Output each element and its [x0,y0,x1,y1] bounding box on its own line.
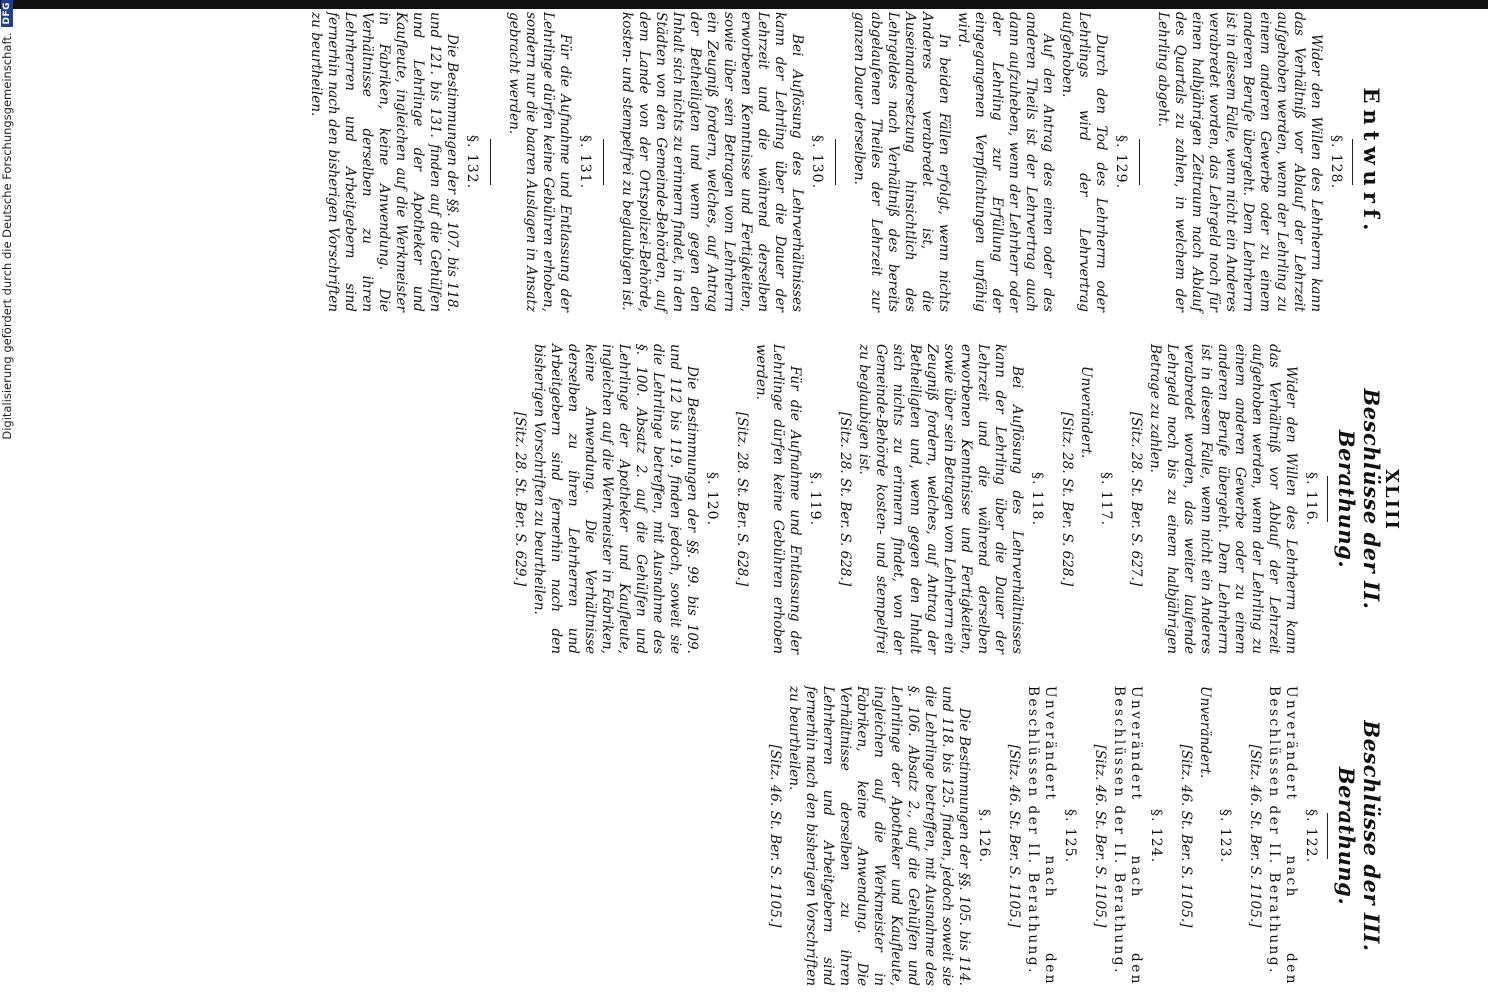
reference-citation: [Sitz. 46. St. Ber. S. 1105.] [1006,744,1022,928]
section-118 [837,344,1045,654]
section-heading: §. 132. [464,134,480,190]
section-130 [618,12,825,312]
section-paragraph: Wider den Willen des Lehrherrn kann das Verhältniß vor Ablauf der Lehrzeit aufgehoben werden, wenn der Lehrling zu einem anderen Gewerbe oder zu einem anderen Berufe übergeht. Dem Lehrherrn ist in diesem Falle, wenn nicht ein Anderes verabredet worden, das weiter laufende Lehrgeld noch bis zu einem halbjährigen Betrage zu zahlen. [1147,344,1299,654]
section-paragraph: Für die Aufnahme und Entlassung der Lehrlinge dürfen keine Gebühren erhoben, sondern nur die baaren Auslagen in Ansatz gebracht werden. [506,12,573,312]
section-heading: §. 117. [1098,471,1114,527]
section-122 [1247,686,1319,986]
section-paragraph: In beiden Fällen erfolgt, wenn nichts Anderes verabredet ist, die Auseinandersetzung hinsichtlich des Lehrgeldes nach Verhältniß des bereits abgelaufenen Theiles der Lehrzeit zur ganzen Dauer derselben. [851,12,952,312]
section-heading: §. 129. [1113,134,1129,190]
section-heading: §. 116. [1303,471,1319,527]
column-title: Beschlüsse der III. Berathung. [1334,720,1384,952]
title-rule [1352,139,1353,185]
column-title: Entwurf. [1359,87,1384,237]
section-125 [1006,686,1078,986]
section-heading: §. 122. [1303,808,1319,864]
section-129 [850,12,1129,312]
section-123 [1178,686,1233,986]
section-heading: §. 128. [1328,134,1344,190]
reference-citation: [Sitz. 28. St. Ber. S. 627.] [1128,411,1144,587]
column-entwurf [144,12,1388,312]
section-heading: §. 125. [1062,808,1078,864]
scan-top-border [0,0,1488,9]
reference-citation: [Sitz. 46. St. Ber. S. 1105.] [767,744,783,928]
section-paragraph: Unverändert. [1078,366,1094,459]
section-120 [512,344,720,654]
section-paragraph: Die Bestimmungen der §§. 107. bis 118. und 121. bis 131. finden auf die Gehülfen und Lehrlinge der Apotheker und Kaufleute, ingleichen auf die Werkmeister in Fabriken, keine Anwendung. Die Verhältnisse derselben zu ihren Lehrherren und Arbeitgebern sind fernerhin nach den bisherigen Vorschriften zu beurtheilen. [308,12,460,312]
section-paragraph: Unverändert nach den Beschlüssen der II. Berathung. [1111,686,1144,986]
section-117 [1059,344,1114,654]
section-heading: §. 120. [704,471,720,527]
section-119 [734,344,823,654]
section-paragraph: Unverändert nach den Beschlüssen der II. Berathung. [1025,686,1058,986]
section-heading: §. 123. [1217,808,1233,864]
section-heading: §. 119. [807,471,823,527]
reference-citation: [Sitz. 46. St. Ber. S. 1105.] [1092,744,1108,928]
section-126 [767,686,992,986]
section-124 [1092,686,1164,986]
section-rule [490,139,491,185]
section-paragraph: Durch den Tod des Lehrherrn oder Lehrlings wird der Lehrvertrag aufgehoben. [1059,12,1109,312]
reference-citation: [Sitz. 28. St. Ber. S. 628.] [734,411,750,587]
section-paragraph: Bei Auflösung des Lehrverhältnisses kann der Lehrling über die Dauer der Lehrzeit und die während derselben erworbenen Kenntnisse und Fertigkeiten, sowie über sein Betragen vom Lehrherrn ein Zeugniß fordern, welches, auf Antrag der Betheiligten und wenn gegen den Inhalt sich nichts zu erinnern findet, in den Städten von den Gemeinde-Behörden, auf dem Lande von der Ortspolizei-Behörde, kosten- und stempelfrei zu beglaubigen ist. [619,12,805,312]
digitization-credit [0,0,14,990]
section-heading: §. 131. [577,134,593,190]
column-third-reading [144,686,1388,986]
section-heading: §. 126. [976,808,992,864]
section-paragraph: Unverändert nach den Beschlüssen der II. Berathung. [1266,686,1299,986]
section-paragraph: Bei Auflösung des Lehrverhältnisses kann der Lehrling über die Dauer der Lehrzeit und die während derselben erworbenen Kenntnisse und Fertigkeiten, sowie über sein Betragen vom Lehrherrn ein Zeugniß fordern, welches, auf Antrag der Betheiligten und, wenn gegen den Inhalt sich nichts zu erinnern findet, von der Gemeinde-Behörde kosten- und stempelfrei zu beglaubigen ist. [856,344,1025,654]
dfg-logo-icon: DFG [2,2,12,25]
reference-citation: [Sitz. 28. St. Ber. S. 628.] [1059,411,1075,587]
section-131 [505,12,593,312]
section-paragraph: Die Bestimmungen der §§. 105. bis 114. und 118. bis 125. finden, jedoch soweit sie die Lehrlinge betreffen, mit Ausnahme des §. 106. Absatz 2., auf die Gehülfen und Lehrlinge der Apotheker und Kaufleute, ingleichen auf die Werkmeister in Fabriken, keine Anwendung. Die Verhältnisse derselben zu ihren Lehrherren und Arbeitgebern sind fernerhin nach den bisherigen Vorschriften zu beurtheilen. [786,686,972,986]
title-rule [1327,813,1328,859]
credit-text: Digitalisierung gefördert durch die Deutsche Forschungsgemeinschaft. [0,32,14,440]
section-paragraph: Unverändert. [1197,686,1213,779]
section-paragraph: Für die Aufnahme und Entlassung der Lehrlinge dürfen keine Gebühren erhoben werden. [753,344,803,654]
section-132 [307,12,480,312]
section-128 [1154,12,1344,312]
section-paragraph: Wider den Willen des Lehrherrn kann das Verhältniß vor Ablauf der Lehrzeit aufgehoben werden, wenn der Lehrling zu einem anderen Gewerbe oder zu einem anderen Berufe übergeht. Dem Lehrherrn ist in diesem Falle, wenn nicht ein Anderes verabredet worden, das Lehrgeld noch für einen halbjährigen Zeitraum nach Ablauf des Quartals zu zahlen, in welchem der Lehrling abgeht. [1155,12,1324,312]
reference-citation: [Sitz. 46. St. Ber. S. 1105.] [1247,744,1263,928]
reference-citation: [Sitz. 46. St. Ber. S. 1105.] [1178,744,1194,928]
column-title: Beschlüsse der II. Berathung. [1334,388,1384,610]
section-rule [1139,139,1140,185]
section-rule [835,139,836,185]
document-page [144,12,1404,988]
section-116 [1128,344,1319,654]
page-number: XLIII [1381,469,1402,531]
reference-citation: [Sitz. 28. St. Ber. S. 628.] [837,411,853,587]
section-heading: §. 130. [809,134,825,190]
section-heading: §. 118. [1029,471,1045,527]
section-paragraph: Auf den Antrag des einen oder des anderen Theils ist der Lehrvertrag auch dann aufzuheben, wenn der Lehrherr oder der Lehrling zur Erfüllung der eingegangenen Verpflichtungen unfähig wird. [955,12,1056,312]
title-rule [1327,476,1328,522]
column-second-reading [144,344,1388,654]
section-paragraph: Die Bestimmungen der §§. 99. bis 109. und 112 bis 119. finden jedoch, soweit sie die Lehrlinge betreffen, mit Ausnahme des §. 100. Absatz 2. auf die Gehülfen und Lehrlinge der Apotheker und Kaufleute, ingleichen auf die Werkmeister in Fabriken, keine Anwendung. Die Verhältnisse derselben zu ihren Lehrherren und Arbeitgebern sind fernerhin nach den bisherigen Vorschriften zu beurtheilen. [531,344,700,654]
section-heading: §. 124. [1148,808,1164,864]
reference-citation: [Sitz. 28. St. Ber. S. 629.] [512,411,528,587]
section-rule [603,139,604,185]
